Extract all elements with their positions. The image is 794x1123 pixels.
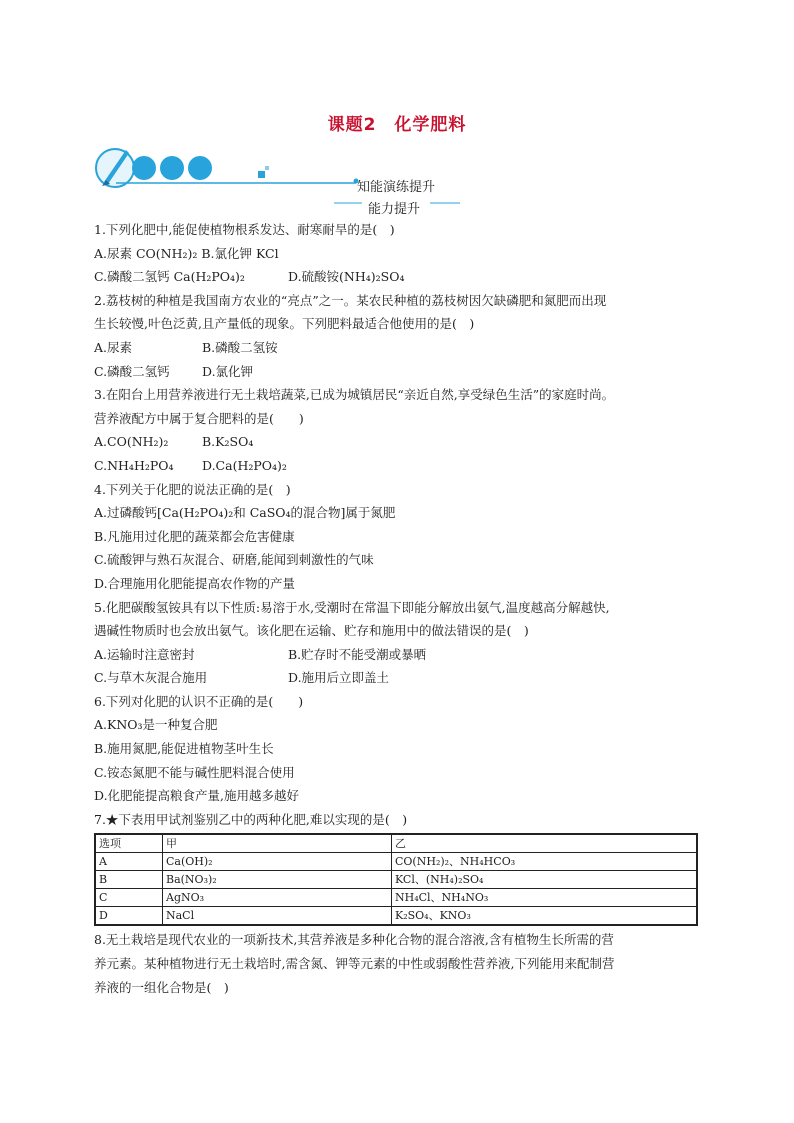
option: B.K₂SO₄	[202, 434, 254, 450]
table-header-cell: 选项	[95, 834, 163, 853]
table-header-row	[95, 834, 697, 853]
table-cell: CO(NH₂)₂、NH₄HCO₃	[392, 853, 698, 871]
option: C.铵态氮肥不能与碱性肥料混合使用	[94, 764, 295, 780]
option: D.硫酸铵(NH₄)₂SO₄	[288, 269, 405, 285]
option: D.合理施用化肥能提高农作物的产量	[94, 575, 296, 591]
question-7: 7.★下表用甲试剂鉴别乙中的两种化肥,难以实现的是( )	[94, 811, 408, 827]
table-cell: KCl、(NH₄)₂SO₄	[392, 871, 698, 889]
table-row	[95, 907, 697, 926]
question-1: 1.下列化肥中,能促使植物根系发达、耐寒耐旱的是( )	[94, 222, 395, 237]
table-cell: B	[95, 871, 163, 889]
table-cell: A	[95, 853, 163, 871]
question-5-cont: 遇碱性物质时也会放出氨气。该化肥在运输、贮存和施用中的做法错误的是( )	[94, 623, 529, 639]
option: D.氯化钾	[202, 363, 254, 379]
option: B.凡施用过化肥的蔬菜都会危害健康	[94, 528, 295, 544]
question-6: 6.下列对化肥的认识不正确的是( )	[94, 693, 304, 709]
question-8: 8.无土栽培是现代农业的一项新技术,其营养液是多种化合物的混合溶液,含有植物生长所需的营	[94, 932, 614, 948]
table-cell: AgNO₃	[163, 889, 392, 907]
question-8-cont: 养元素。某种植物进行无土栽培时,需含氮、钾等元素的中性或弱酸性营养液,下列能用来配制营	[94, 956, 615, 972]
table-cell: NaCl	[163, 907, 392, 926]
question-5: 5.化肥碳酸氢铵具有以下性质:易溶于水,受潮时在常温下即能分解放出氨气,温度越高分解越快,	[94, 599, 610, 615]
option: D.施用后立即盖土	[288, 670, 390, 686]
option: A.尿素	[94, 339, 133, 355]
option: C.NH₄H₂PO₄	[94, 457, 174, 473]
table-cell: Ca(OH)₂	[163, 853, 392, 871]
table-header-cell: 乙	[392, 834, 698, 853]
question-3: 3.在阳台上用营养液进行无土栽培蔬菜,已成为城镇居民“亲近自然,享受绿色生活”的家庭时尚。	[94, 387, 615, 403]
option: B.贮存时不能受潮或暴晒	[288, 646, 427, 662]
table-row	[95, 853, 697, 871]
option: A.过磷酸钙[Ca(H₂PO₄)₂和 CaSO₄的混合物]属于氮肥	[94, 505, 396, 521]
option: B.施用氮肥,能促进植物茎叶生长	[94, 741, 274, 757]
table-cell: K₂SO₄、KNO₃	[392, 907, 698, 926]
section-subheading: 能力提升	[368, 202, 421, 217]
question-2: 2.荔枝树的种植是我国南方农业的“亮点”之一。某农民种植的荔枝树因欠缺磷肥和氮肥而出现	[94, 292, 607, 308]
option: C.硫酸钾与熟石灰混合、研磨,能闻到刺激性的气味	[94, 552, 374, 568]
question-7-table	[94, 833, 698, 926]
table-cell: C	[95, 889, 163, 907]
option: A.KNO₃是一种复合肥	[94, 717, 218, 733]
table-header-cell: 甲	[163, 834, 392, 853]
option: C.磷酸二氢钙	[94, 363, 170, 379]
option: B.磷酸二氢铵	[202, 339, 278, 355]
table-row	[95, 871, 697, 889]
option: C.与草木灰混合施用	[94, 670, 208, 686]
option: C.磷酸二氢钙 Ca(H₂PO₄)₂	[94, 269, 245, 285]
table-cell: Ba(NO₃)₂	[163, 871, 392, 889]
question-8-cont: 养液的一组化合物是( )	[94, 979, 229, 995]
section-heading: 知能演练提升	[357, 180, 436, 195]
option: D.化肥能提高粮食产量,施用越多越好	[94, 788, 300, 804]
option: A.CO(NH₂)₂	[94, 434, 169, 450]
page-title: 课题2 化学肥料	[327, 115, 467, 135]
question-list	[94, 218, 704, 999]
question-4: 4.下列关于化肥的说法正确的是( )	[94, 481, 291, 497]
option: A.运输时注意密封	[94, 646, 195, 662]
question-3-cont: 营养液配方中属于复合肥料的是( )	[94, 410, 304, 426]
option: A.尿素 CO(NH₂)₂ B.氯化钾 KCl	[94, 245, 279, 261]
option: D.Ca(H₂PO₄)₂	[202, 457, 287, 473]
table-cell: D	[95, 907, 163, 926]
question-2-cont: 生长较慢,叶色泛黄,且产量低的现象。下列肥料最适合他使用的是( )	[94, 316, 475, 332]
table-cell: NH₄Cl、NH₄NO₃	[392, 889, 698, 907]
table-row	[95, 889, 697, 907]
